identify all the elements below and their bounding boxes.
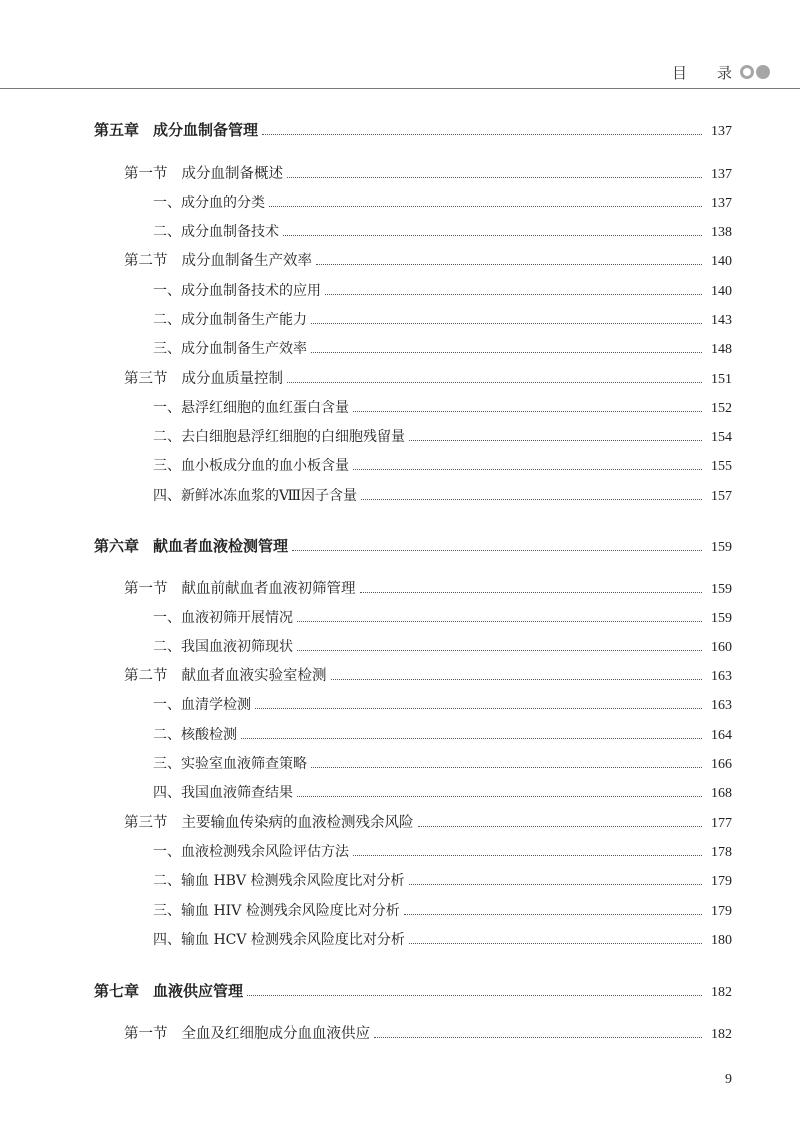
toc-section-title: 献血前献血者血液初筛管理 <box>181 581 356 597</box>
dot-leader <box>262 134 702 135</box>
toc-section-label: 第二节 <box>124 253 168 269</box>
toc-page-number: 163 <box>711 698 732 713</box>
toc-page-number: 137 <box>711 196 732 211</box>
toc-page-number: 140 <box>711 284 732 299</box>
toc-chapter-title: 成分血制备管理 <box>153 121 259 139</box>
dot-leader <box>404 914 702 915</box>
toc-page-number: 148 <box>711 342 732 357</box>
toc-page-number: 164 <box>711 728 732 743</box>
page-number: 9 <box>725 1072 732 1087</box>
toc-page-number: 182 <box>711 1027 732 1042</box>
toc-chapter-row[interactable] <box>94 118 732 140</box>
toc-page-number: 137 <box>711 167 732 182</box>
toc-page-number: 179 <box>711 904 732 919</box>
toc-page-number: 159 <box>711 540 732 555</box>
toc-section-row[interactable] <box>124 248 732 270</box>
dot-leader <box>353 411 702 412</box>
toc-page-number: 160 <box>711 640 732 655</box>
toc-page-number: 177 <box>711 816 732 831</box>
toc-item-title: 二、输血 HBV 检测残余风险度比对分析 <box>153 873 405 889</box>
dot-leader <box>292 550 702 551</box>
dot-leader <box>353 469 702 470</box>
dot-leader <box>353 855 702 856</box>
dot-leader <box>287 382 702 383</box>
toc-item-row[interactable] <box>153 722 732 744</box>
toc-item-row[interactable] <box>153 898 732 920</box>
header-title-char-1: 目 <box>671 63 687 82</box>
toc-item-title: 二、我国血液初筛现状 <box>153 639 293 655</box>
dot-leader <box>247 995 702 996</box>
toc-section-row[interactable] <box>124 161 732 183</box>
toc-item-row[interactable] <box>153 453 732 475</box>
toc-item-row[interactable] <box>153 927 732 949</box>
toc-page-number: 154 <box>711 430 732 445</box>
toc-section-title: 全血及红细胞成分血血液供应 <box>181 1026 370 1042</box>
page-header <box>672 58 770 86</box>
toc-page-number: 155 <box>711 459 732 474</box>
toc-page-number: 143 <box>711 313 732 328</box>
toc-item-title: 一、血清学检测 <box>153 697 251 713</box>
dot-leader <box>409 884 702 885</box>
dot-leader <box>297 796 702 797</box>
toc-item-row[interactable] <box>153 868 732 890</box>
toc-section-label: 第二节 <box>124 668 168 684</box>
toc-section-title: 成分血制备概述 <box>181 166 283 182</box>
dot-leader <box>269 206 702 207</box>
toc-section-row[interactable] <box>124 366 732 388</box>
toc-page-number: 137 <box>711 124 732 139</box>
header-title-char-2: 录 <box>716 63 732 82</box>
dot-leader <box>418 826 703 827</box>
toc-item-title: 四、新鲜冰冻血浆的Ⅷ因子含量 <box>153 488 358 504</box>
toc-item-title: 二、成分血制备生产能力 <box>153 312 307 328</box>
toc-page-number: 163 <box>711 669 732 684</box>
toc-section-row[interactable] <box>124 1021 732 1043</box>
toc-page-number: 180 <box>711 933 732 948</box>
toc-page-number: 151 <box>711 372 732 387</box>
toc-page-number: 140 <box>711 254 732 269</box>
dot-leader <box>311 352 702 353</box>
dot-leader <box>316 264 702 265</box>
dot-leader <box>409 943 702 944</box>
dot-leader <box>409 440 702 441</box>
toc-page-number: 157 <box>711 489 732 504</box>
toc-chapter-label: 第六章 <box>94 537 140 555</box>
toc-item-row[interactable] <box>153 219 732 241</box>
toc-item-title: 二、成分血制备技术 <box>153 224 279 240</box>
toc-item-row[interactable] <box>153 424 732 446</box>
toc-page-number: 178 <box>711 845 732 860</box>
toc-item-row[interactable] <box>153 190 732 212</box>
dot-leader <box>241 738 702 739</box>
toc-item-title: 二、核酸检测 <box>153 727 237 743</box>
toc-item-title: 三、输血 HIV 检测残余风险度比对分析 <box>153 903 400 919</box>
toc-item-title: 三、实验室血液筛查策略 <box>153 756 307 772</box>
toc-item-row[interactable] <box>153 780 732 802</box>
toc-item-row[interactable] <box>153 692 732 714</box>
toc-item-title: 三、成分血制备生产效率 <box>153 341 307 357</box>
dot-leader <box>297 621 702 622</box>
toc-item-row[interactable] <box>153 751 732 773</box>
toc-section-title: 成分血制备生产效率 <box>181 253 312 269</box>
dot-leader <box>361 499 702 500</box>
toc-section-row[interactable] <box>124 663 732 685</box>
toc-item-title: 一、血液检测残余风险评估方法 <box>153 844 349 860</box>
toc-item-row[interactable] <box>153 395 732 417</box>
toc-item-title: 一、血液初筛开展情况 <box>153 610 293 626</box>
filled-dot-icon <box>756 65 770 79</box>
toc-section-row[interactable] <box>124 576 732 598</box>
toc-page-number: 179 <box>711 874 732 889</box>
toc-chapter-title: 血液供应管理 <box>153 982 244 1000</box>
dot-leader <box>297 650 702 651</box>
toc-chapter-title: 献血者血液检测管理 <box>153 537 289 555</box>
toc-page-number: 168 <box>711 786 732 801</box>
toc-section-label: 第三节 <box>124 815 168 831</box>
toc-section-title: 献血者血液实验室检测 <box>181 668 327 684</box>
toc-chapter-row[interactable] <box>94 534 732 556</box>
toc-item-title: 一、悬浮红细胞的血红蛋白含量 <box>153 400 349 416</box>
toc-item-title: 四、输血 HCV 检测残余风险度比对分析 <box>153 932 405 948</box>
toc-section-label: 第三节 <box>124 371 168 387</box>
dot-leader <box>255 708 702 709</box>
toc-item-title: 一、成分血制备技术的应用 <box>153 283 321 299</box>
toc-section-label: 第一节 <box>124 1026 168 1042</box>
toc-item-title: 三、血小板成分血的血小板含量 <box>153 458 349 474</box>
toc-page-number: 166 <box>711 757 732 772</box>
toc-item-row[interactable] <box>153 605 732 627</box>
toc-item-row[interactable] <box>153 634 732 656</box>
toc-page-number: 152 <box>711 401 732 416</box>
toc-item-title: 四、我国血液筛查结果 <box>153 785 293 801</box>
header-rule <box>0 88 800 89</box>
toc-item-row[interactable] <box>153 307 732 329</box>
dot-leader <box>287 177 702 178</box>
toc-page-number: 182 <box>711 985 732 1000</box>
toc-item-row[interactable] <box>153 483 732 505</box>
dot-leader <box>331 679 703 680</box>
dot-leader <box>360 592 703 593</box>
toc-item-row[interactable] <box>153 278 732 300</box>
toc-section-title: 成分血质量控制 <box>181 371 283 387</box>
toc-item-title: 一、成分血的分类 <box>153 195 265 211</box>
dot-leader <box>311 323 702 324</box>
toc-section-row[interactable] <box>124 810 732 832</box>
toc-item-row[interactable] <box>153 336 732 358</box>
toc-section-label: 第一节 <box>124 166 168 182</box>
toc-item-row[interactable] <box>153 839 732 861</box>
toc-page-number: 159 <box>711 611 732 626</box>
dot-leader <box>325 294 702 295</box>
toc-section-title: 主要输血传染病的血液检测残余风险 <box>181 815 414 831</box>
dot-leader <box>283 235 702 236</box>
toc-page-number: 138 <box>711 225 732 240</box>
toc-section-label: 第一节 <box>124 581 168 597</box>
toc-chapter-row[interactable] <box>94 979 732 1001</box>
dot-leader <box>311 767 702 768</box>
dot-leader <box>374 1037 702 1038</box>
toc-page-number: 159 <box>711 582 732 597</box>
ring-dot-icon <box>740 65 754 79</box>
toc-item-title: 二、去白细胞悬浮红细胞的白细胞残留量 <box>153 429 405 445</box>
toc-chapter-label: 第五章 <box>94 121 140 139</box>
toc-chapter-label: 第七章 <box>94 982 140 1000</box>
